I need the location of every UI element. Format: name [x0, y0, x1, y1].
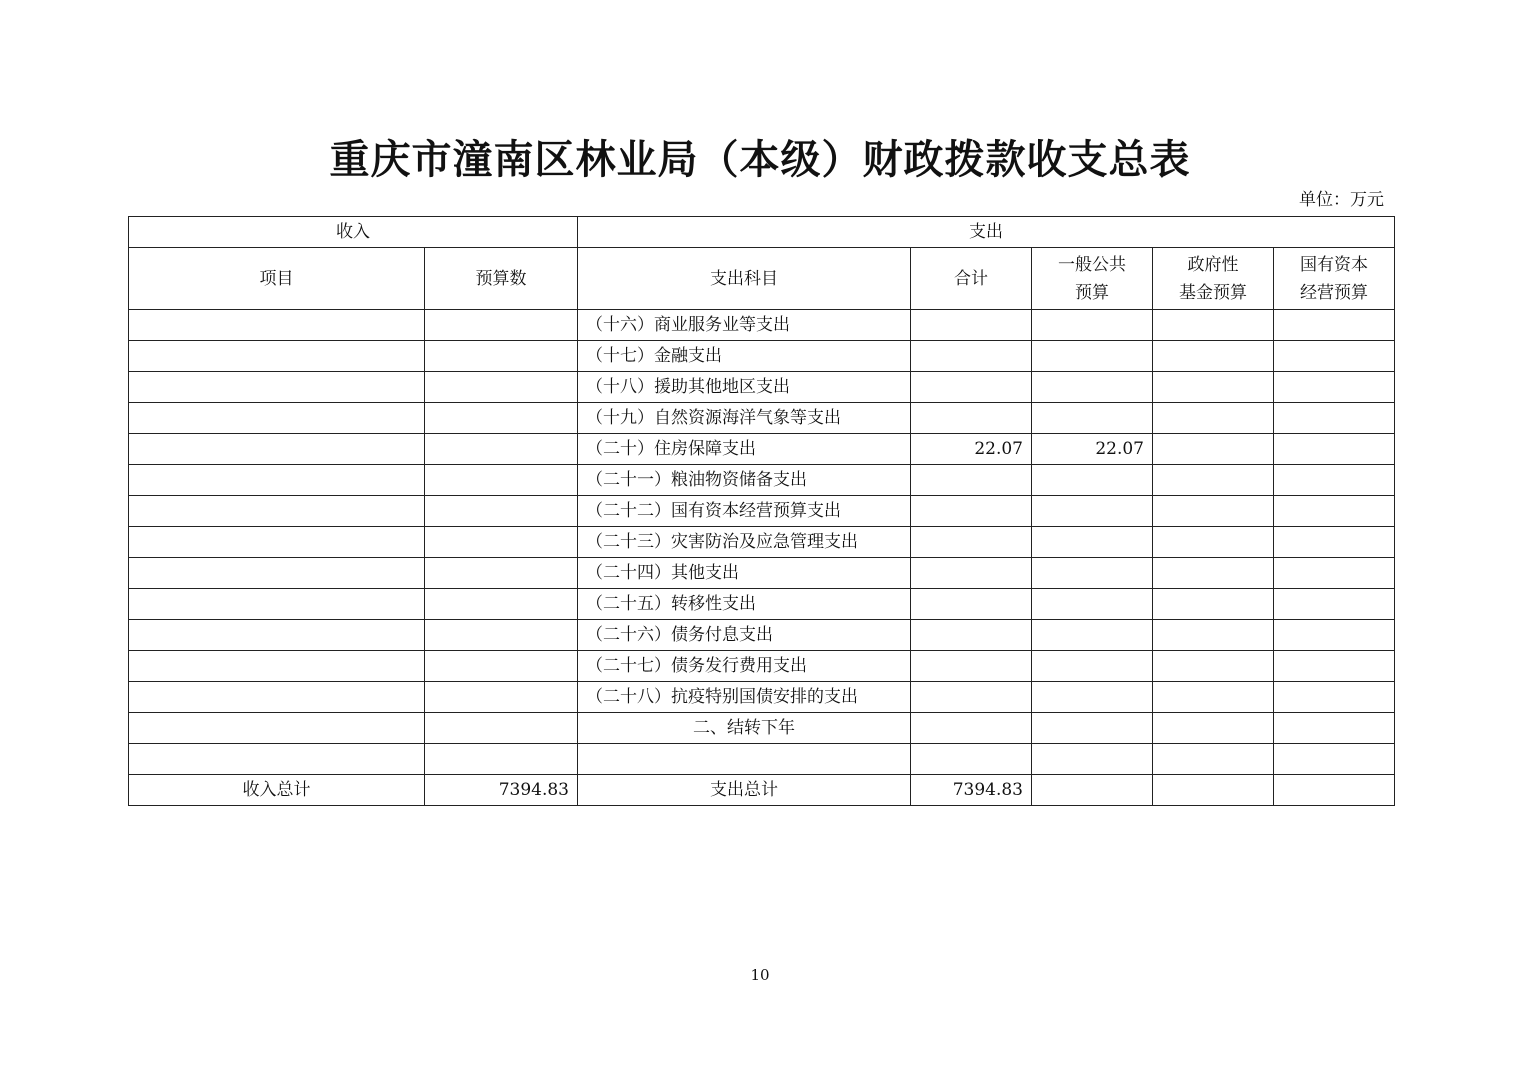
- table-row: [129, 558, 1395, 589]
- budget-cell: [425, 465, 578, 496]
- table-row: [129, 496, 1395, 527]
- general-public-budget-header: [1032, 248, 1153, 310]
- expense-total-value: 7394.83: [911, 775, 1032, 806]
- table-row: [129, 403, 1395, 434]
- gov-fund-cell: [1153, 589, 1274, 620]
- table-row: [129, 620, 1395, 651]
- item-cell: [129, 341, 425, 372]
- state-capital-line2: 经营预算: [1300, 282, 1369, 303]
- total-cell: [911, 682, 1032, 713]
- expense-subject-cell: （二十八）抗疫特别国债安排的支出: [578, 682, 911, 713]
- group-header-row: [129, 217, 1395, 248]
- table-row: [129, 682, 1395, 713]
- budget-cell: [425, 682, 578, 713]
- expense-total-label: 支出总计: [578, 775, 911, 806]
- total-cell: [911, 651, 1032, 682]
- gov-fund-cell: [1153, 527, 1274, 558]
- expense-subject-cell: （二十六）债务付息支出: [578, 620, 911, 651]
- total-cell: [911, 341, 1032, 372]
- totals-row: [129, 775, 1395, 806]
- gov-fund-cell: [1153, 682, 1274, 713]
- general-public-cell: [1032, 496, 1153, 527]
- expense-subject-cell: （二十二）国有资本经营预算支出: [578, 496, 911, 527]
- table-row: [129, 310, 1395, 341]
- total-cell: [911, 465, 1032, 496]
- income-header: 收入: [129, 217, 578, 248]
- expense-subject-cell: [578, 744, 911, 775]
- general-public-line2: 预算: [1075, 282, 1109, 303]
- budget-cell: [425, 713, 578, 744]
- state-capital-total: [1274, 775, 1395, 806]
- general-public-cell: [1032, 589, 1153, 620]
- expense-subject-cell: （二十）住房保障支出: [578, 434, 911, 465]
- general-public-cell: [1032, 558, 1153, 589]
- item-cell: [129, 310, 425, 341]
- gov-fund-cell: [1153, 651, 1274, 682]
- budget-cell: [425, 372, 578, 403]
- gov-fund-budget-header: [1153, 248, 1274, 310]
- state-capital-cell: [1274, 372, 1395, 403]
- table-row: [129, 372, 1395, 403]
- general-public-cell: [1032, 403, 1153, 434]
- item-cell: [129, 527, 425, 558]
- total-cell: [911, 713, 1032, 744]
- general-public-cell: [1032, 527, 1153, 558]
- table-row: [129, 341, 1395, 372]
- general-public-cell: [1032, 744, 1153, 775]
- general-public-cell: [1032, 682, 1153, 713]
- state-capital-line1: 国有资本: [1300, 254, 1369, 275]
- total-header: 合计: [911, 248, 1032, 310]
- gov-fund-line1: 政府性: [1187, 254, 1239, 275]
- state-capital-cell: [1274, 434, 1395, 465]
- gov-fund-line2: 基金预算: [1179, 282, 1247, 303]
- table-row: [129, 527, 1395, 558]
- general-public-cell: [1032, 651, 1153, 682]
- state-capital-cell: [1274, 744, 1395, 775]
- expense-subject-header: 支出科目: [578, 248, 911, 310]
- total-cell: [911, 558, 1032, 589]
- expense-header: 支出: [578, 217, 1395, 248]
- table-row: [129, 713, 1395, 744]
- budget-cell: [425, 558, 578, 589]
- budget-cell: [425, 310, 578, 341]
- general-public-cell: [1032, 310, 1153, 341]
- state-capital-cell: [1274, 310, 1395, 341]
- total-cell: 22.07: [911, 434, 1032, 465]
- table-row: [129, 589, 1395, 620]
- total-cell: [911, 496, 1032, 527]
- general-public-cell: [1032, 620, 1153, 651]
- general-public-cell: [1032, 465, 1153, 496]
- state-capital-cell: [1274, 651, 1395, 682]
- item-header: 项目: [129, 248, 425, 310]
- expense-subject-cell: （十九）自然资源海洋气象等支出: [578, 403, 911, 434]
- item-cell: [129, 434, 425, 465]
- expense-subject-cell: （十六）商业服务业等支出: [578, 310, 911, 341]
- expense-subject-cell: （二十三）灾害防治及应急管理支出: [578, 527, 911, 558]
- item-cell: [129, 465, 425, 496]
- budget-amount-header: 预算数: [425, 248, 578, 310]
- state-capital-cell: [1274, 589, 1395, 620]
- table-row: [129, 465, 1395, 496]
- item-cell: [129, 589, 425, 620]
- gov-fund-cell: [1153, 434, 1274, 465]
- total-cell: [911, 527, 1032, 558]
- page-title: 重庆市潼南区林业局（本级）财政拨款收支总表: [329, 136, 1191, 183]
- state-capital-cell: [1274, 465, 1395, 496]
- expense-subject-cell: （二十四）其他支出: [578, 558, 911, 589]
- unit-label: 单位：万元: [1299, 190, 1384, 210]
- state-capital-cell: [1274, 713, 1395, 744]
- expense-subject-cell: （二十五）转移性支出: [578, 589, 911, 620]
- item-cell: [129, 651, 425, 682]
- state-capital-cell: [1274, 403, 1395, 434]
- budget-cell: [425, 651, 578, 682]
- item-cell: [129, 403, 425, 434]
- expense-subject-cell: （十七）金融支出: [578, 341, 911, 372]
- budget-cell: [425, 620, 578, 651]
- gov-fund-cell: [1153, 744, 1274, 775]
- state-capital-cell: [1274, 496, 1395, 527]
- general-public-cell: 22.07: [1032, 434, 1153, 465]
- item-cell: [129, 558, 425, 589]
- item-cell: [129, 744, 425, 775]
- state-capital-cell: [1274, 682, 1395, 713]
- budget-cell: [425, 527, 578, 558]
- general-public-cell: [1032, 341, 1153, 372]
- gov-fund-cell: [1153, 496, 1274, 527]
- gov-fund-cell: [1153, 372, 1274, 403]
- table-row: [129, 651, 1395, 682]
- gov-fund-cell: [1153, 620, 1274, 651]
- item-cell: [129, 682, 425, 713]
- gov-fund-cell: [1153, 310, 1274, 341]
- total-cell: [911, 403, 1032, 434]
- income-total-label: 收入总计: [129, 775, 425, 806]
- state-capital-cell: [1274, 341, 1395, 372]
- table-row: [129, 744, 1395, 775]
- general-public-cell: [1032, 713, 1153, 744]
- gov-fund-cell: [1153, 465, 1274, 496]
- state-capital-cell: [1274, 558, 1395, 589]
- state-capital-cell: [1274, 620, 1395, 651]
- item-cell: [129, 620, 425, 651]
- expense-subject-cell: 二、结转下年: [578, 713, 911, 744]
- state-capital-cell: [1274, 527, 1395, 558]
- total-cell: [911, 589, 1032, 620]
- budget-cell: [425, 496, 578, 527]
- total-cell: [911, 620, 1032, 651]
- general-public-cell: [1032, 372, 1153, 403]
- income-total-value: 7394.83: [425, 775, 578, 806]
- item-cell: [129, 496, 425, 527]
- budget-cell: [425, 589, 578, 620]
- general-public-total: [1032, 775, 1153, 806]
- total-cell: [911, 310, 1032, 341]
- page-number: 10: [750, 966, 770, 984]
- total-cell: [911, 744, 1032, 775]
- gov-fund-cell: [1153, 403, 1274, 434]
- budget-cell: [425, 403, 578, 434]
- table-row: [129, 434, 1395, 465]
- budget-cell: [425, 744, 578, 775]
- gov-fund-cell: [1153, 341, 1274, 372]
- item-cell: [129, 372, 425, 403]
- budget-cell: [425, 341, 578, 372]
- gov-fund-cell: [1153, 558, 1274, 589]
- gov-fund-cell: [1153, 713, 1274, 744]
- budget-cell: [425, 434, 578, 465]
- item-cell: [129, 713, 425, 744]
- expense-subject-cell: （二十一）粮油物资储备支出: [578, 465, 911, 496]
- gov-fund-total: [1153, 775, 1274, 806]
- state-capital-budget-header: [1274, 248, 1395, 310]
- column-header-row: [129, 248, 1395, 310]
- expense-subject-cell: （十八）援助其他地区支出: [578, 372, 911, 403]
- budget-table: [128, 216, 1395, 806]
- general-public-line1: 一般公共: [1058, 254, 1126, 275]
- expense-subject-cell: （二十七）债务发行费用支出: [578, 651, 911, 682]
- total-cell: [911, 372, 1032, 403]
